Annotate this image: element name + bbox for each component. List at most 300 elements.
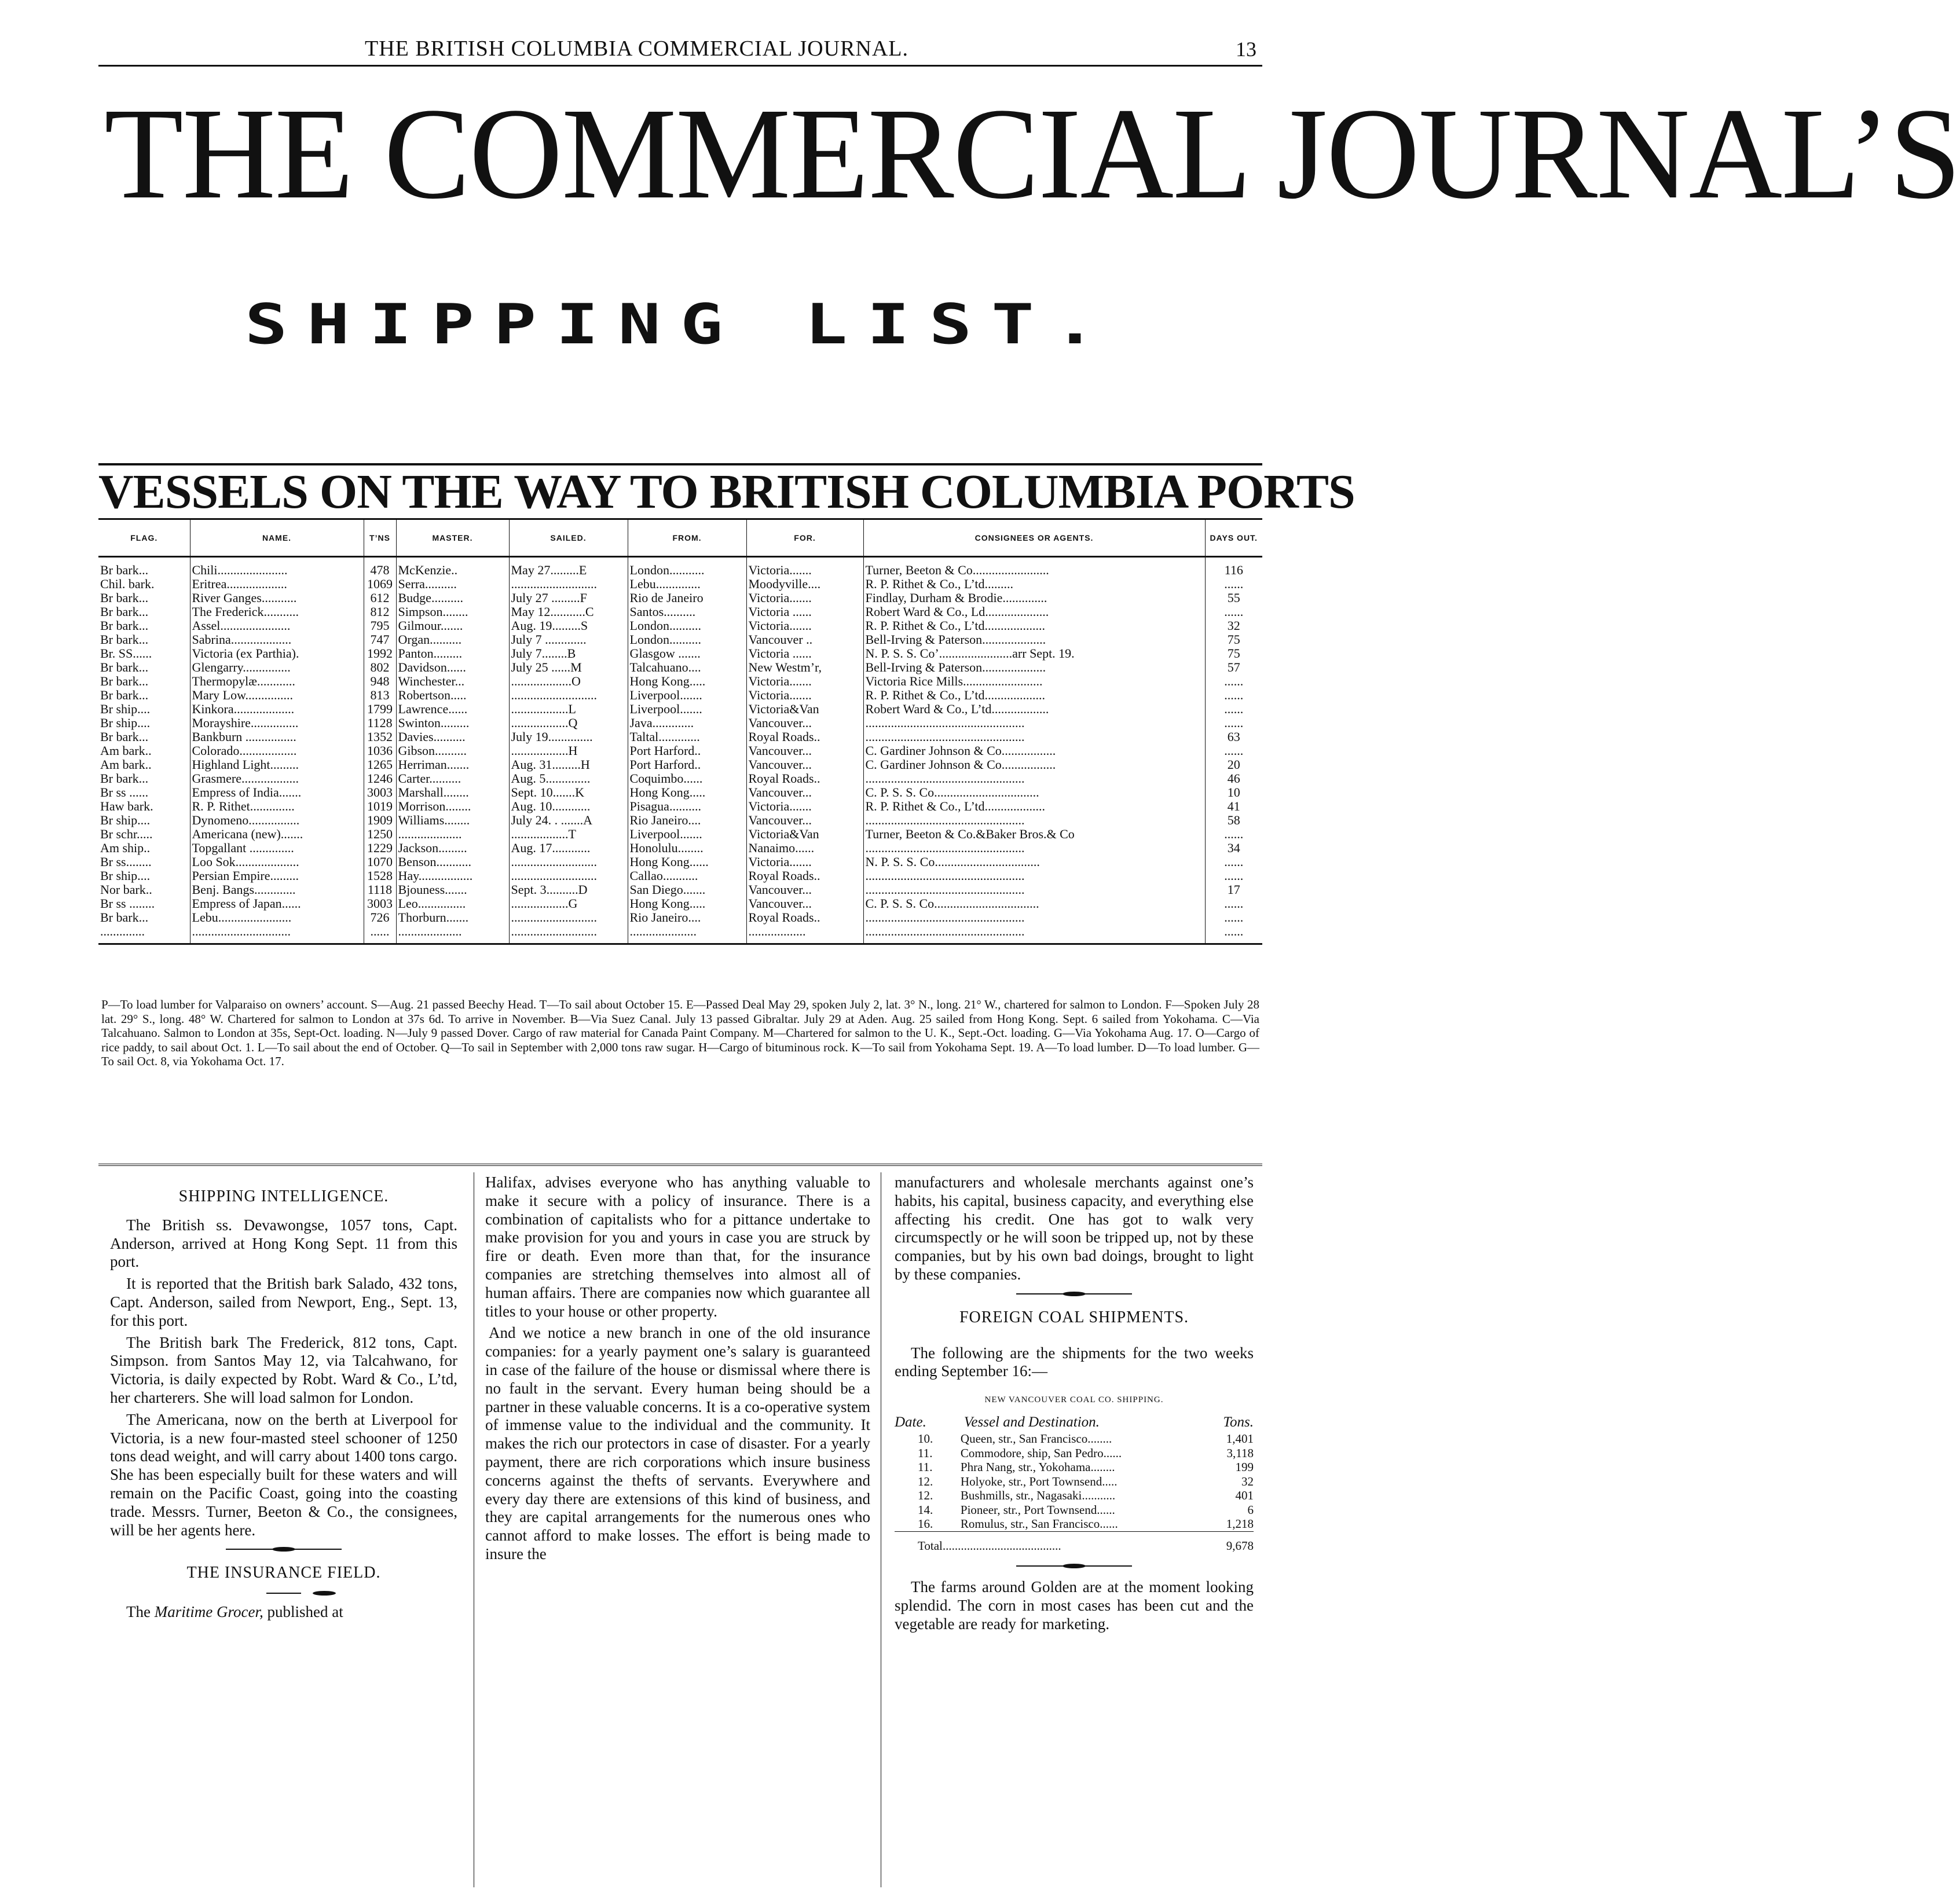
vessel-cell: .............. <box>98 925 190 944</box>
coal-total-value: 9,678 <box>1208 1531 1254 1553</box>
vessel-cell: ........................... <box>509 869 628 883</box>
vessel-cell: N. P. S. S. Co................................. <box>863 855 1205 869</box>
vessel-cell: Coquimbo...... <box>628 772 746 786</box>
vessel-cell: .................................................. <box>863 716 1205 730</box>
vessel-cell: ........................... <box>509 688 628 702</box>
column-header: NAME. <box>190 519 364 557</box>
vessel-cell: ...................O <box>509 674 628 688</box>
vessel-cell: Robertson..... <box>396 688 509 702</box>
vessel-cell: Victoria....... <box>746 619 863 633</box>
coal-cell: 12. <box>918 1488 933 1503</box>
vessel-cell: Organ.......... <box>396 633 509 647</box>
coal-header-cell: Tons. <box>1223 1414 1254 1430</box>
vessel-cell: ........................... <box>509 855 628 869</box>
vessel-cell: Glasgow ....... <box>628 647 746 661</box>
vessel-cell: 46 <box>1205 772 1262 786</box>
vessels-body <box>98 557 1262 944</box>
vessel-cell: Br bark... <box>100 910 149 925</box>
vessel-cell: Am ship.. <box>100 841 151 855</box>
vessel-cell: .................... <box>396 827 509 841</box>
vessel-cell: River Ganges........... <box>190 591 364 605</box>
vessel-cell: ...... <box>1205 744 1262 758</box>
coal-shipment-row <box>895 1432 1254 1446</box>
vessel-cell: Findlay, Durham & Brodie.............. <box>863 591 1205 605</box>
vessel-cell: ...... <box>1205 716 1262 730</box>
column-header: FLAG. <box>98 519 190 557</box>
vessel-cell: Gibson.......... <box>396 744 509 758</box>
vessel-cell: 57 <box>1205 661 1262 674</box>
vessel-cell: Aug. 31.........H <box>509 758 628 772</box>
vessel-cell: Hay................. <box>396 869 509 883</box>
vessel-cell: ...... <box>1205 911 1262 925</box>
vessel-cell: Br bark... <box>100 632 149 647</box>
insurance-field-heading: THE INSURANCE FIELD. <box>186 1564 381 1582</box>
vessel-cell: ...... <box>1205 688 1262 702</box>
vessel-cell: Aug. 10............ <box>509 800 628 813</box>
vessel-cell: May 27.........E <box>509 557 628 578</box>
vessel-cell: 1246 <box>364 772 396 786</box>
vessel-cell: Benson........... <box>396 855 509 869</box>
coal-cell: Phra Nang, str., Yokohama........ <box>960 1460 1115 1475</box>
vessel-cell: Br ss ........ <box>100 896 155 911</box>
vessel-row <box>98 702 1262 716</box>
vessel-cell: Br ship.... <box>100 702 151 716</box>
vessel-row <box>98 591 1262 605</box>
vessel-row <box>98 786 1262 800</box>
vessel-cell: May 12...........C <box>509 605 628 619</box>
vessel-cell: 34 <box>1205 841 1262 855</box>
coal-cell: 1,401 <box>1226 1432 1254 1446</box>
vessel-cell: Assel...................... <box>190 619 364 633</box>
vessel-cell: ...... <box>1205 925 1262 944</box>
vessel-cell: Br ship.... <box>100 813 151 827</box>
vessel-cell: 1528 <box>364 869 396 883</box>
vessel-row <box>98 647 1262 661</box>
article-paragraph: The farms around Golden are at the moment looking splendid. The corn in most cases has been cut and the vegetable are ready for marketing. <box>895 1578 1254 1633</box>
coal-cell: 16. <box>918 1517 933 1531</box>
vessel-cell: Morayshire............... <box>190 716 364 730</box>
vessel-cell: Turner, Beeton & Co.&Baker Bros.& Co <box>863 827 1205 841</box>
section-rule-double <box>98 1164 1262 1168</box>
vessel-cell: Serra.......... <box>396 577 509 591</box>
vessel-cell: July 19.............. <box>509 730 628 744</box>
coal-shipment-row <box>895 1446 1254 1461</box>
vessel-cell: Herriman....... <box>396 758 509 772</box>
vessel-cell: Moodyville.... <box>746 577 863 591</box>
ornamental-divider <box>226 1549 342 1550</box>
vessel-cell: Jackson......... <box>396 841 509 855</box>
vessel-cell: Br bark... <box>100 618 149 633</box>
vessel-cell: Royal Roads.. <box>746 911 863 925</box>
vessel-cell: Rio Janeiro.... <box>628 911 746 925</box>
column-coal-shipments <box>895 1173 1254 1637</box>
vessel-cell: Br ss ...... <box>100 785 149 800</box>
vessel-cell: .................................................. <box>863 911 1205 925</box>
column-header: CONSIGNEES OR AGENTS. <box>863 519 1205 557</box>
vessel-cell: July 24. . .......A <box>509 813 628 827</box>
vessel-cell: Lawrence...... <box>396 702 509 716</box>
vessel-cell: The Frederick........... <box>190 605 364 619</box>
vessel-cell: R. P. Rithet & Co., L’td................... <box>863 619 1205 633</box>
vessel-cell: Americana (new)....... <box>190 827 364 841</box>
masthead-subtitle: SHIPPING LIST. <box>244 292 1116 357</box>
vessel-cell: C. P. S. S. Co................................. <box>863 897 1205 911</box>
vessel-cell: Port Harford.. <box>628 758 746 772</box>
coal-cell: Pioneer, str., Port Townsend...... <box>960 1502 1115 1517</box>
coal-cell: Holyoke, str., Port Townsend..... <box>960 1474 1118 1488</box>
vessel-cell: Aug. 5.............. <box>509 772 628 786</box>
coal-company-name: NEW VANCOUVER COAL CO. SHIPPING. <box>984 1395 1164 1405</box>
vessel-cell: Eritrea................... <box>190 577 364 591</box>
vessel-cell: Williams........ <box>396 813 509 827</box>
coal-cell: 11. <box>918 1460 933 1475</box>
coal-shipment-row <box>895 1475 1254 1489</box>
vessel-cell: Port Harford.. <box>628 744 746 758</box>
vessel-cell: ..................H <box>509 744 628 758</box>
vessel-cell: Am bark.. <box>100 743 152 758</box>
vessel-cell: Nor bark.. <box>100 882 152 897</box>
vessel-row <box>98 661 1262 674</box>
vessel-cell: Haw bark. <box>100 799 153 813</box>
vessel-cell: Victoria&Van <box>746 702 863 716</box>
vessel-cell: Br bark... <box>100 688 149 702</box>
vessel-cell: Budge.......... <box>396 591 509 605</box>
vessel-row <box>98 744 1262 758</box>
vessel-cell: Vancouver... <box>746 716 863 730</box>
vessel-cell: Br ship.... <box>100 868 151 883</box>
vessel-cell: Robert Ward & Co., Ld.................... <box>863 605 1205 619</box>
vessel-cell: July 7........B <box>509 647 628 661</box>
vessel-cell: Victoria ...... <box>746 647 863 661</box>
coal-header-row <box>895 1415 1254 1432</box>
vessel-cell: ...... <box>1205 577 1262 591</box>
vessel-row <box>98 841 1262 855</box>
coal-total-row <box>895 1531 1254 1553</box>
vessel-cell: Liverpool....... <box>628 702 746 716</box>
vessel-cell: 612 <box>364 591 396 605</box>
ornamental-divider <box>266 1593 301 1594</box>
vessel-cell: Vancouver... <box>746 813 863 827</box>
vessel-cell: Loo Sok.................... <box>190 855 364 869</box>
vessel-cell: ............................... <box>190 925 364 944</box>
vessel-cell: Davidson...... <box>396 661 509 674</box>
vessel-cell: R. P. Rithet & Co., L’td................... <box>863 688 1205 702</box>
vessel-cell: Victoria....... <box>746 688 863 702</box>
vessel-cell: Victoria....... <box>746 855 863 869</box>
coal-total-label: Total....................................... <box>895 1531 1208 1553</box>
column-header: FROM. <box>628 519 746 557</box>
vessel-cell: Nanaimo...... <box>746 841 863 855</box>
vessel-cell: .................................................. <box>863 772 1205 786</box>
vessel-cell: Vancouver... <box>746 758 863 772</box>
vessel-cell: Aug. 19.........S <box>509 619 628 633</box>
vessel-cell: 1128 <box>364 716 396 730</box>
coal-cell: Commodore, ship, San Pedro...... <box>960 1446 1122 1460</box>
column-insurance-continued <box>485 1173 870 1567</box>
column-header: T’NS <box>364 519 396 557</box>
vessel-row <box>98 688 1262 702</box>
vessel-cell: Royal Roads.. <box>746 730 863 744</box>
page-number: 13 <box>1236 38 1256 61</box>
vessel-row <box>98 869 1262 883</box>
vessel-cell: Vancouver... <box>746 786 863 800</box>
running-header <box>110 36 1256 65</box>
vessel-cell: Marshall........ <box>396 786 509 800</box>
coal-header-cell: Vessel and Destination. <box>963 1414 1100 1430</box>
vessel-cell: 1250 <box>364 827 396 841</box>
vessel-cell: Sabrina................... <box>190 633 364 647</box>
vessel-cell: ..................L <box>509 702 628 716</box>
vessel-cell: Leo............... <box>396 897 509 911</box>
vessel-cell: Royal Roads.. <box>746 772 863 786</box>
vessel-cell: ...... <box>364 925 396 944</box>
ornamental-divider <box>1016 1293 1132 1294</box>
vessel-cell: Morrison........ <box>396 800 509 813</box>
vessel-row <box>98 813 1262 827</box>
column-header: FOR. <box>746 519 863 557</box>
vessel-cell: 32 <box>1205 619 1262 633</box>
vessel-cell: Sept. 3..........D <box>509 883 628 897</box>
vessel-cell: Bell-Irving & Paterson.................... <box>863 661 1205 674</box>
vessel-cell: ...... <box>1205 869 1262 883</box>
vessel-cell: 1070 <box>364 855 396 869</box>
vessel-row <box>98 827 1262 841</box>
vessel-cell: 948 <box>364 674 396 688</box>
vessel-cell: London.......... <box>628 619 746 633</box>
article-paragraph: The British bark The Frederick, 812 tons, Capt. Simpson. from Santos May 12, via Talcahwano, for Victoria, is daily expected by Robt. Ward & Co., L’td, her charterers. She will load salmon for London. <box>110 1333 457 1406</box>
vessel-cell: Bjouness....... <box>396 883 509 897</box>
vessel-cell: ...... <box>1205 897 1262 911</box>
vessel-cell: July 27 .........F <box>509 591 628 605</box>
vessel-cell: Br. SS...... <box>100 646 152 661</box>
vessel-cell: C. Gardiner Johnson & Co................. <box>863 744 1205 758</box>
vessel-cell: Lebu....................... <box>190 911 364 925</box>
vessel-cell: 20 <box>1205 758 1262 772</box>
vessel-cell: Vancouver... <box>746 744 863 758</box>
vessel-row <box>98 716 1262 730</box>
coal-cell: 3,118 <box>1226 1446 1254 1460</box>
vessel-cell: 802 <box>364 661 396 674</box>
article-paragraph: The Americana, now on the berth at Liverpool for Victoria, is a new four-masted steel schooner of 1250 tons dead weight, and will carry about 1400 tons cargo. She has been especially built for these waters and will remain on the Pacific Coast, going into the coasting trade. Messrs. Turner, Beeton & Co., the consignees, will be her agents here. <box>110 1410 457 1539</box>
vessel-cell: ........................... <box>509 911 628 925</box>
vessel-cell: Br bark... <box>100 729 149 744</box>
vessel-cell: Java............. <box>628 716 746 730</box>
vessel-row <box>98 911 1262 925</box>
vessel-cell: 3003 <box>364 897 396 911</box>
vessel-cell: ........................... <box>509 925 628 944</box>
vessel-cell: Glengarry............... <box>190 661 364 674</box>
vessel-cell: Chil. bark. <box>100 577 155 591</box>
vessel-row <box>98 883 1262 897</box>
coal-header-cell: Date. <box>895 1414 926 1430</box>
vessel-cell: July 25 ......M <box>509 661 628 674</box>
vessel-cell: Hong Kong..... <box>628 897 746 911</box>
vessel-cell: 795 <box>364 619 396 633</box>
vessel-cell: Royal Roads.. <box>746 869 863 883</box>
vessel-cell: Liverpool....... <box>628 827 746 841</box>
vessel-row <box>98 855 1262 869</box>
vessel-cell: 1265 <box>364 758 396 772</box>
vessel-cell: Taltal............. <box>628 730 746 744</box>
vessel-cell: 1118 <box>364 883 396 897</box>
vessel-cell: ..................Q <box>509 716 628 730</box>
vessel-cell: N. P. S. S. Co’.......................arr Sept. 19. <box>863 647 1205 661</box>
vessel-row <box>98 897 1262 911</box>
vessel-cell: 75 <box>1205 647 1262 661</box>
vessel-cell: .................................................. <box>863 883 1205 897</box>
coal-cell: Bushmills, str., Nagasaki........... <box>960 1488 1116 1503</box>
vessel-cell: Victoria (ex Parthia). <box>190 647 364 661</box>
coal-cell: 199 <box>1235 1460 1254 1475</box>
vessel-cell: Persian Empire......... <box>190 869 364 883</box>
vessel-cell: Br ship.... <box>100 716 151 730</box>
vessel-cell: Victoria Rice Mills......................... <box>863 674 1205 688</box>
vessel-cell: ...... <box>1205 605 1262 619</box>
vessel-cell: Vancouver .. <box>746 633 863 647</box>
coal-cell: 12. <box>918 1474 933 1488</box>
vessels-table <box>98 518 1262 945</box>
article-paragraph <box>110 1603 457 1622</box>
ornamental-divider <box>1016 1565 1132 1567</box>
vessel-cell: Rio Janeiro.... <box>628 813 746 827</box>
vessel-cell: Gilmour....... <box>396 619 509 633</box>
vessel-cell: Hong Kong...... <box>628 855 746 869</box>
coal-cell: Romulus, str., San Francisco...... <box>960 1517 1118 1531</box>
vessel-cell: 3003 <box>364 786 396 800</box>
coal-cell: 32 <box>1241 1474 1254 1488</box>
vessel-cell: 63 <box>1205 730 1262 744</box>
coal-shipment-row <box>895 1517 1254 1531</box>
vessel-cell: Robert Ward & Co., L’td.................. <box>863 702 1205 716</box>
vessel-cell: Br bark... <box>100 604 149 619</box>
vessel-cell: 116 <box>1205 557 1262 578</box>
vessel-cell: 1992 <box>364 647 396 661</box>
vessel-cell: San Diego....... <box>628 883 746 897</box>
vessel-cell: R. P. Rithet & Co., L’td......... <box>863 577 1205 591</box>
masthead-title: THE COMMERCIAL JOURNAL’S <box>104 81 1960 226</box>
coal-cell: 11. <box>918 1446 933 1460</box>
vessel-cell: 813 <box>364 688 396 702</box>
vessel-cell: Santos.......... <box>628 605 746 619</box>
vessel-row <box>98 557 1262 578</box>
coal-shipment-row <box>895 1460 1254 1475</box>
vessel-cell: Dynomeno................ <box>190 813 364 827</box>
vessel-row <box>98 772 1262 786</box>
vessel-cell: Talcahuano.... <box>628 661 746 674</box>
vessel-cell: .................. <box>746 925 863 944</box>
article-paragraph: The British ss. Devawongse, 1057 tons, Capt. Anderson, arrived at Hong Kong Sept. 11 from this port. <box>110 1216 457 1271</box>
vessel-cell: 726 <box>364 911 396 925</box>
vessel-cell: 75 <box>1205 633 1262 647</box>
vessel-cell: ........................... <box>509 577 628 591</box>
vessel-cell: .................................................. <box>863 813 1205 827</box>
vessel-cell: Highland Light......... <box>190 758 364 772</box>
vessel-cell: Carter.......... <box>396 772 509 786</box>
vessel-row <box>98 800 1262 813</box>
vessel-cell: ...... <box>1205 855 1262 869</box>
vessel-cell: Sept. 10.......K <box>509 786 628 800</box>
vessel-cell: ..................... <box>628 925 746 944</box>
article-paragraph: It is reported that the British bark Salado, 432 tons, Capt. Anderson, sailed from Newport, Eng., Sept. 13, for this port. <box>110 1275 457 1329</box>
vessel-cell: Br bark... <box>100 771 149 786</box>
vessel-cell: Topgallant .............. <box>190 841 364 855</box>
vessel-row <box>98 758 1262 772</box>
vessel-cell: Br ss........ <box>100 855 152 869</box>
header-rule <box>98 65 1262 67</box>
vessel-cell: .................... <box>396 925 509 944</box>
publication-title: Maritime Grocer, <box>154 1603 263 1621</box>
vessel-cell: R. P. Rithet & Co., L’td................... <box>863 800 1205 813</box>
vessel-cell: ...... <box>1205 702 1262 716</box>
vessels-header-row <box>98 519 1262 557</box>
vessel-cell: Empress of Japan...... <box>190 897 364 911</box>
article-paragraph: And we notice a new branch in one of the old insurance companies: for a yearly payment one’s salary is guaranteed in case of the failure of the house or dismissal where there is no fault in the servant. Every human being should be a partner in these valuable concerns. It is a co-operative system of immense value to the individual and the community. It makes the rich our protectors in case of disaster. For a yearly payment, there are rich corporations which insure business concerns against the thefts of servants. Everywhere and every day there are extensions of this kind of business, and they are capital arrangements for the numerous ones who cannot afford to make losses. The effort is being made to insure the <box>485 1324 870 1563</box>
vessel-cell: Thorburn....... <box>396 911 509 925</box>
vessel-cell: Swinton......... <box>396 716 509 730</box>
vessel-cell: Bankburn ................ <box>190 730 364 744</box>
vessel-row <box>98 925 1262 944</box>
vessel-cell: Colorado.................. <box>190 744 364 758</box>
vessel-cell: 478 <box>364 557 396 578</box>
vessel-row <box>98 730 1262 744</box>
vessel-notes: P—To load lumber for Valparaiso on owners’ account. S—Aug. 21 passed Beechy Head. T—To sail about October 15. E—Passed Deal May 29, spoken July 2, lat. 3° N., long. 21° W., chartered for salmon to London. F—Spoken July 28 lat. 29° S., long. 48° W. Chartered for salmon to London at 37s 6d. To arrive in November. B—Via Suez Canal. July 13 passed Gibraltar. July 29 at Aden. Aug. 25 sailed from Hong Kong. Sept. 6 sailed from Yokohama. C—Via Talcahuano. Salmon to London at 35s, Sept-Oct. loading. N—July 9 passed Dover. Cargo of raw material for Canada Paint Company. M—Chartered for salmon to the U. K., Sept.-Oct. loading. G—Via Yokohama Aug. 17. O—Cargo of rice paddy, to sail about Oct. 1. L—To sail about the end of October. Q—To sail in September with 2,000 tons raw sugar. H—Cargo of bituminous rock. K—To sail from Yokohama Sept. 19. A—To load lumber. D—To load lumber. G—To sail Oct. 8, via Yokohama Oct. 17. <box>101 997 1259 1069</box>
vessel-cell: Br schr..... <box>100 827 153 841</box>
vessel-cell: Victoria ...... <box>746 605 863 619</box>
vessel-cell: Aug. 17............ <box>509 841 628 855</box>
vessel-cell: .................................................. <box>863 869 1205 883</box>
vessel-cell: .................................................. <box>863 841 1205 855</box>
text-run: The <box>126 1603 155 1621</box>
vessel-cell: Victoria....... <box>746 674 863 688</box>
vessel-cell: Vancouver... <box>746 883 863 897</box>
vessel-cell: Turner, Beeton & Co........................ <box>863 557 1205 578</box>
coal-shipment-row <box>895 1488 1254 1503</box>
article-paragraph: manufacturers and wholesale merchants against one’s habits, his capital, business capacity, and everything else affecting his credit. One has got to walk very circumspectly or he will soon be tripped up, not by these companies, but by his own bad doings, brought to light by these companies. <box>895 1173 1254 1283</box>
vessel-cell: 1019 <box>364 800 396 813</box>
shipping-intelligence-heading: SHIPPING INTELLIGENCE. <box>178 1187 389 1205</box>
coal-cell: 1,218 <box>1226 1517 1254 1531</box>
vessel-cell: Hong Kong..... <box>628 786 746 800</box>
coal-cell: 6 <box>1247 1502 1254 1517</box>
running-header-title: THE BRITISH COLUMBIA COMMERCIAL JOURNAL. <box>365 36 909 61</box>
vessel-cell: Victoria&Van <box>746 827 863 841</box>
vessel-cell: 10 <box>1205 786 1262 800</box>
vessel-cell: Victoria....... <box>746 800 863 813</box>
vessel-cell: 1909 <box>364 813 396 827</box>
vessel-cell: McKenzie.. <box>396 557 509 578</box>
vessel-cell: Benj. Bangs............. <box>190 883 364 897</box>
coal-cell: Queen, str., San Francisco........ <box>960 1432 1112 1446</box>
vessel-cell: New Westm’r, <box>746 661 863 674</box>
vessel-cell: Pisagua.......... <box>628 800 746 813</box>
vessel-cell: London.......... <box>628 633 746 647</box>
coal-shipments-body <box>895 1415 1254 1553</box>
vessel-row <box>98 577 1262 591</box>
foreign-coal-heading: FOREIGN COAL SHIPMENTS. <box>959 1308 1189 1326</box>
vessel-cell: ..................G <box>509 897 628 911</box>
vessel-cell: Lebu.............. <box>628 577 746 591</box>
vessel-cell: 58 <box>1205 813 1262 827</box>
vessel-cell: London........... <box>628 557 746 578</box>
column-header: DAYS OUT. <box>1205 519 1262 557</box>
vessel-cell: 1229 <box>364 841 396 855</box>
vessel-cell: R. P. Rithet.............. <box>190 800 364 813</box>
coal-cell: 10. <box>918 1432 933 1446</box>
vessel-cell: Liverpool....... <box>628 688 746 702</box>
vessel-cell: July 7 ............. <box>509 633 628 647</box>
vessel-row <box>98 633 1262 647</box>
vessel-cell: Victoria....... <box>746 557 863 578</box>
